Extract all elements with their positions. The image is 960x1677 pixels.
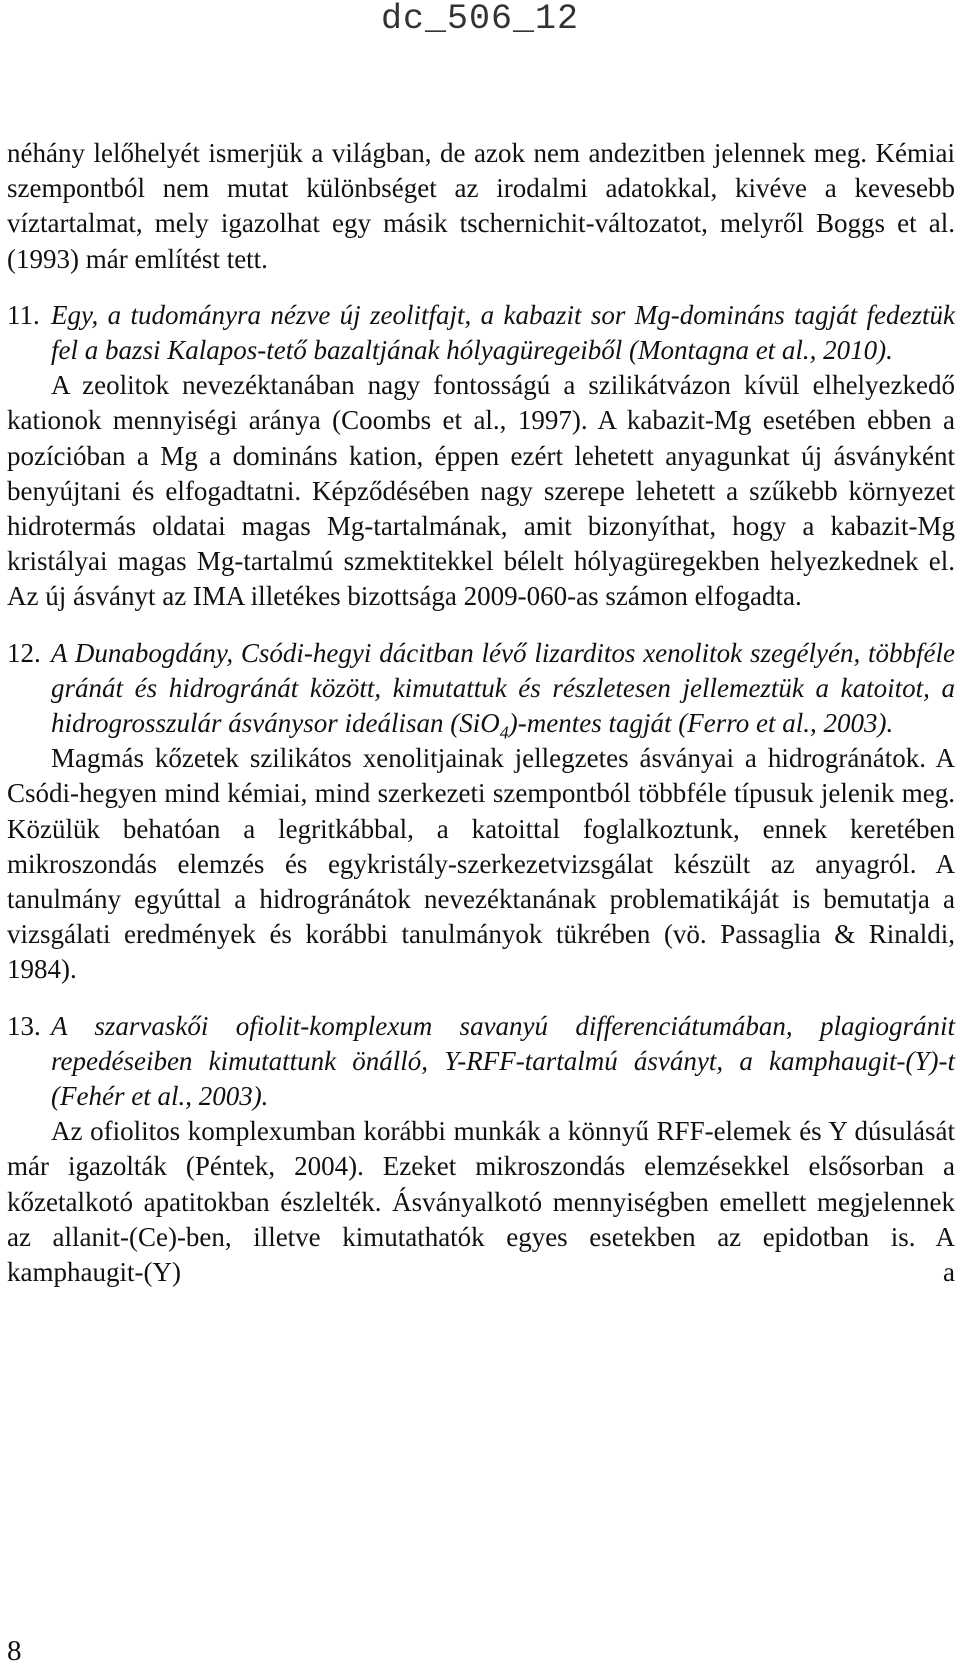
item-13-heading — [7, 1009, 955, 1115]
item-12-body: Magmás kőzetek szilikátos xenolitjainak jellegzetes ásványai a hidrogránátok. A Csódi-hegyen mind kémiai, mind szerkezeti szempontból többféle típusuk jelenik meg. Közülük behatóan a legritkábbal, a katoittal foglalkoztunk, ennek keretében mikroszondás elemzés és egykristály-szerkezetvizsgálat készült az anyagról. A tanulmány egyúttal a hidrogránátok nevezéktanának problematikáját is bemutatja a vizsgálati eredmények és korábbi tanulmányok tükrében (vö. Passaglia & Rinaldi, 1984). — [7, 743, 955, 985]
spacer — [7, 988, 955, 1009]
item-12-number: 12. — [7, 637, 41, 668]
item-11-title: Egy, a tudományra nézve új zeolitfajt, a kabazit sor Mg-domináns tagját fedeztük fel a bazsi Kalapos-tető bazaltjának hólyagüregeiből (Montagna et al., 2010). — [51, 299, 955, 366]
page-number: 8 — [7, 1635, 22, 1667]
item-13-title: A szarvaskői ofiolit-komplexum savanyú differenciátumában, plagiogránit repedéseiben kimutattunk önálló, Y-RFF-tartalmú ásványt, a kamphaugit-(Y)-t (Fehér et al., 2003). — [51, 1010, 955, 1112]
item-12-title-text: A Dunabogdány, Csódi-hegyi dácitban lévő lizarditos xenolitok szegélyén, többféle gránát és hidrogránát között, kimutattuk és részletesen jellemeztük a katoitot, a hidrogrosszulár ásványsor ideálisan (SiO — [51, 637, 955, 739]
item-13-body: Az ofiolitos komplexumban korábbi munkák a könnyű RFF-elemek és Y dúsulását már igazolták (Péntek, 2004). Ezeket mikroszondás elemzésekkel elsősorban a kőzetalkotó apatitokban észlelték. Ásványalkotó mennyiségben emellett megjelennek az allanit-(Ce)-ben, illetve kimutathatók egyes esetekben az epidotban is. A kamphaugit-(Y) a — [7, 1116, 955, 1288]
item-11-body: A zeolitok nevezéktanában nagy fontosságú a szilikátvázon kívül elhelyezkedő kationok mennyiségi aránya (Coombs et al., 1997). A kabazit-Mg esetében ebben a pozícióban a Mg a domináns kation, éppen ezért lehetett anyagunkat új ásványként benyújtani és elfogadtatni. Képződésében nagy szerepe lehetett a szűkebb környezet hidrotermás oldatai magas Mg-tartalmának, amit bizonyíthat, hogy a kabazit-Mg kristályai magas Mg-tartalmú szmektitekkel bélelt hólyagüregekben helyezkednek el. Az új ásványt az IMA illetékes bizottsága 2009-060-as számon elfogadta. — [7, 370, 955, 612]
spacer — [7, 615, 955, 636]
intro-paragraph: néhány lelőhelyét ismerjük a világban, de azok nem andezitben jelennek meg. Kémiai szempontból nem mutat különbséget az irodalmi adatokkal, kivéve a kevesebb víztartalmat, mely igazolhat egy másik tschernichit-változatot, melyről Boggs et al. (1993) már említést tett. — [7, 138, 955, 274]
spacer — [7, 277, 955, 298]
item-11-number: 11. — [7, 299, 40, 330]
item-12-title — [51, 636, 955, 742]
item-12-title-subscript: 4 — [499, 722, 509, 743]
item-12-heading — [7, 636, 955, 742]
item-13-number: 13. — [7, 1010, 41, 1041]
page-body — [7, 136, 955, 1290]
item-12-title-text-end: )-mentes tagját (Ferro et al., 2003). — [508, 708, 894, 739]
document-code-header: dc_506_12 — [380, 0, 580, 39]
item-11-heading — [7, 298, 955, 368]
